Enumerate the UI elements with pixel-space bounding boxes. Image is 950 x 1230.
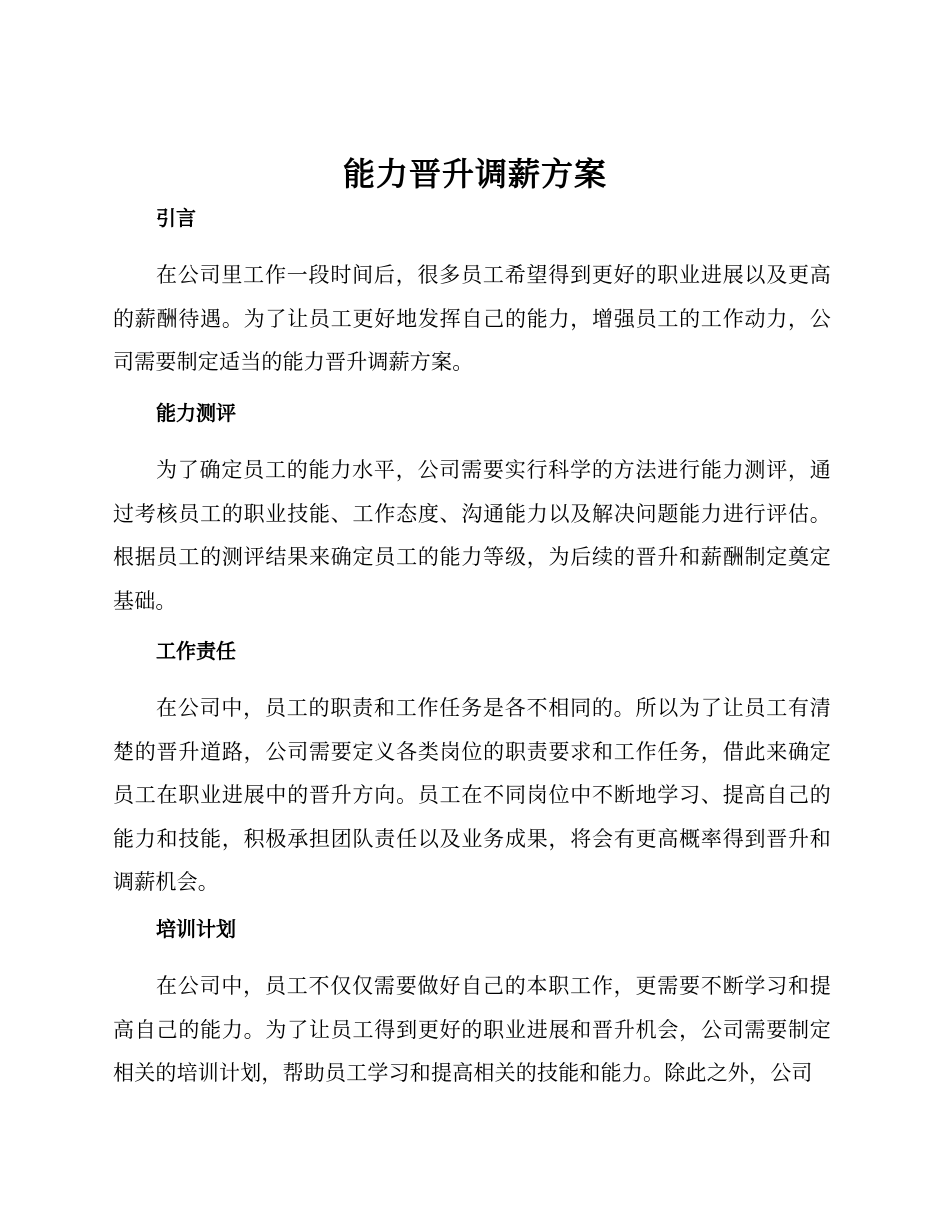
document-title: 能力晋升调薪方案 [342, 155, 607, 193]
section-job-responsibility [113, 636, 831, 905]
section-heading: 培训计划 [156, 917, 236, 941]
section-paragraph: 为了确定员工的能力水平，公司需要实行科学的方法进行能力测评，通过考核员工的职业技能、工作态度、沟通能力以及解决问题能力进行评估。根据员工的测评结果来确定员工的能力等级，为后续的晋升和薪酬制定奠定基础。 [113, 458, 831, 613]
section-intro [113, 203, 831, 385]
section-training-plan [113, 914, 831, 1096]
section-ability-assessment [113, 398, 831, 623]
section-paragraph: 在公司里工作一段时间后，很多员工希望得到更好的职业进展以及更高的薪酬待遇。为了让员工更好地发挥自己的能力，增强员工的工作动力，公司需要制定适当的能力晋升调薪方案。 [113, 263, 831, 374]
section-heading: 能力测评 [156, 401, 236, 425]
section-heading: 工作责任 [156, 639, 236, 663]
section-heading: 引言 [156, 206, 196, 230]
section-paragraph: 在公司中，员工不仅仅需要做好自己的本职工作，更需要不断学习和提高自己的能力。为了让员工得到更好的职业进展和晋升机会，公司需要制定相关的培训计划，帮助员工学习和提高相关的技能和能力。除此之外，公司 [113, 974, 831, 1085]
section-paragraph: 在公司中，员工的职责和工作任务是各不相同的。所以为了让员工有清楚的晋升道路，公司需要定义各类岗位的职责要求和工作任务，借此来确定员工在职业进展中的晋升方向。员工在不同岗位中不断地学习、提高自己的能力和技能，积极承担团队责任以及业务成果，将会有更高概率得到晋升和调薪机会。 [113, 696, 831, 894]
